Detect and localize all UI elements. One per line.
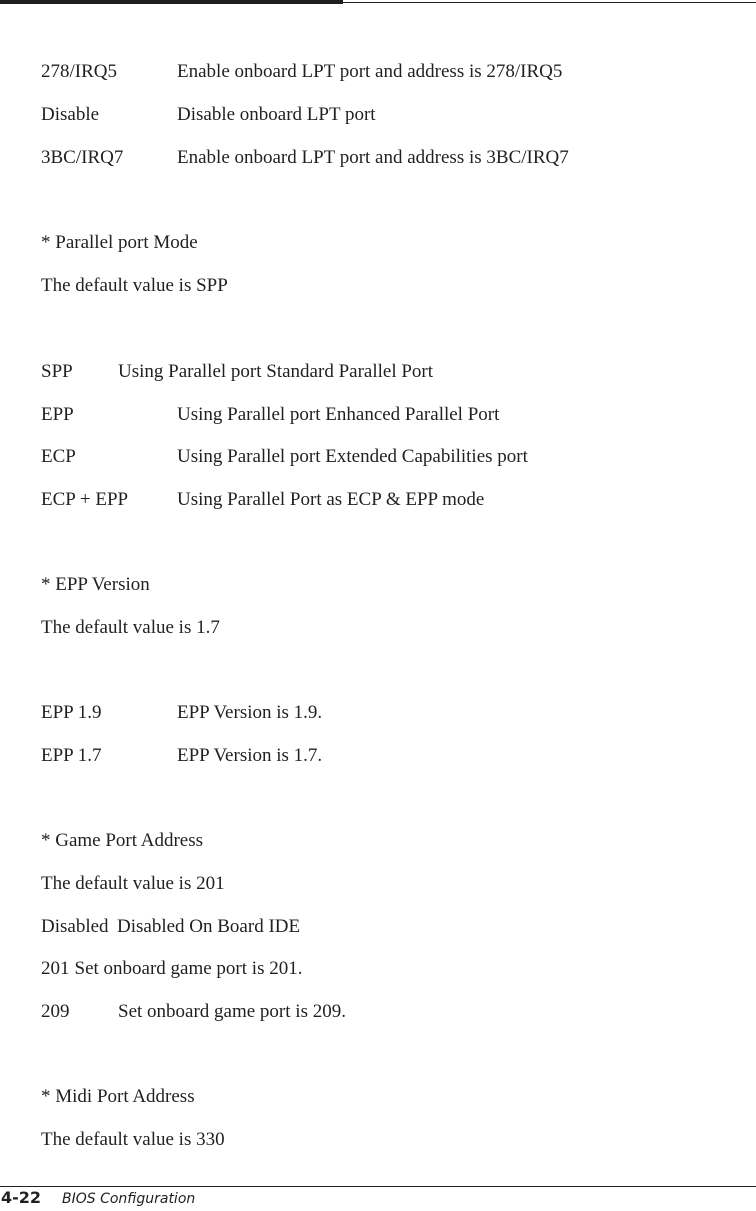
option-key: Disable [41,104,100,125]
option-desc: Set onboard game port is 201. [74,958,303,979]
option-desc: Enable onboard LPT port and address is 278/IRQ5 [177,61,563,82]
option-desc: Using Parallel Port as ECP & EPP mode [177,489,485,510]
option-desc: Enable onboard LPT port and address is 3BC/IRQ7 [177,147,569,168]
option-desc: Disable onboard LPT port [177,104,376,125]
option-desc: Set onboard game port is 209. [118,1001,346,1022]
lpt-option-row [41,147,569,169]
default-value-epp-version: The default value is 1.7 [41,617,220,638]
section-heading-epp-version: * EPP Version [41,574,150,595]
default-value-game-port: The default value is 201 [41,873,225,894]
option-desc: Using Parallel port Enhanced Parallel Port [177,404,500,425]
game-port-option-row [41,1001,346,1023]
game-port-option-row [41,916,301,938]
option-desc: EPP Version is 1.9. [177,702,323,723]
section-heading-game-port: * Game Port Address [41,830,204,851]
footer-rule [0,1186,756,1187]
option-key: ECP [41,446,76,467]
option-key: SPP [41,361,73,382]
header-rule-thick [0,0,343,4]
header-rule-thin [343,2,756,3]
option-desc: Disabled On Board IDE [117,916,301,937]
option-key: 278/IRQ5 [41,61,117,82]
section-heading-parallel-mode: * Parallel port Mode [41,232,198,253]
page-number: 4-22 [1,1188,42,1207]
option-desc: Using Parallel port Extended Capabilities port [177,446,528,467]
parallel-mode-option-row [41,404,500,426]
parallel-mode-option-row [41,489,485,511]
option-key: ECP + EPP [41,489,129,510]
epp-version-option-row [41,702,323,724]
lpt-option-row [41,104,376,126]
option-key: EPP 1.9 [41,702,102,723]
option-key: 3BC/IRQ7 [41,147,124,168]
option-key: Disabled [41,916,109,937]
parallel-mode-option-row [41,446,528,468]
default-value-midi-port: The default value is 330 [41,1129,225,1150]
option-desc: EPP Version is 1.7. [177,745,323,766]
footer-section-title: BIOS Configuration [62,1191,196,1207]
default-value-parallel-mode: The default value is SPP [41,275,228,296]
option-key: 201 [41,958,70,979]
option-desc: Using Parallel port Standard Parallel Port [118,361,434,382]
option-key: EPP [41,404,74,425]
option-key: 209 [41,1001,70,1022]
section-heading-midi-port: * Midi Port Address [41,1086,195,1107]
epp-version-option-row [41,745,323,767]
game-port-option-row [41,958,302,980]
parallel-mode-option-row [41,361,434,383]
lpt-option-row [41,61,563,83]
option-key: EPP 1.7 [41,745,102,766]
